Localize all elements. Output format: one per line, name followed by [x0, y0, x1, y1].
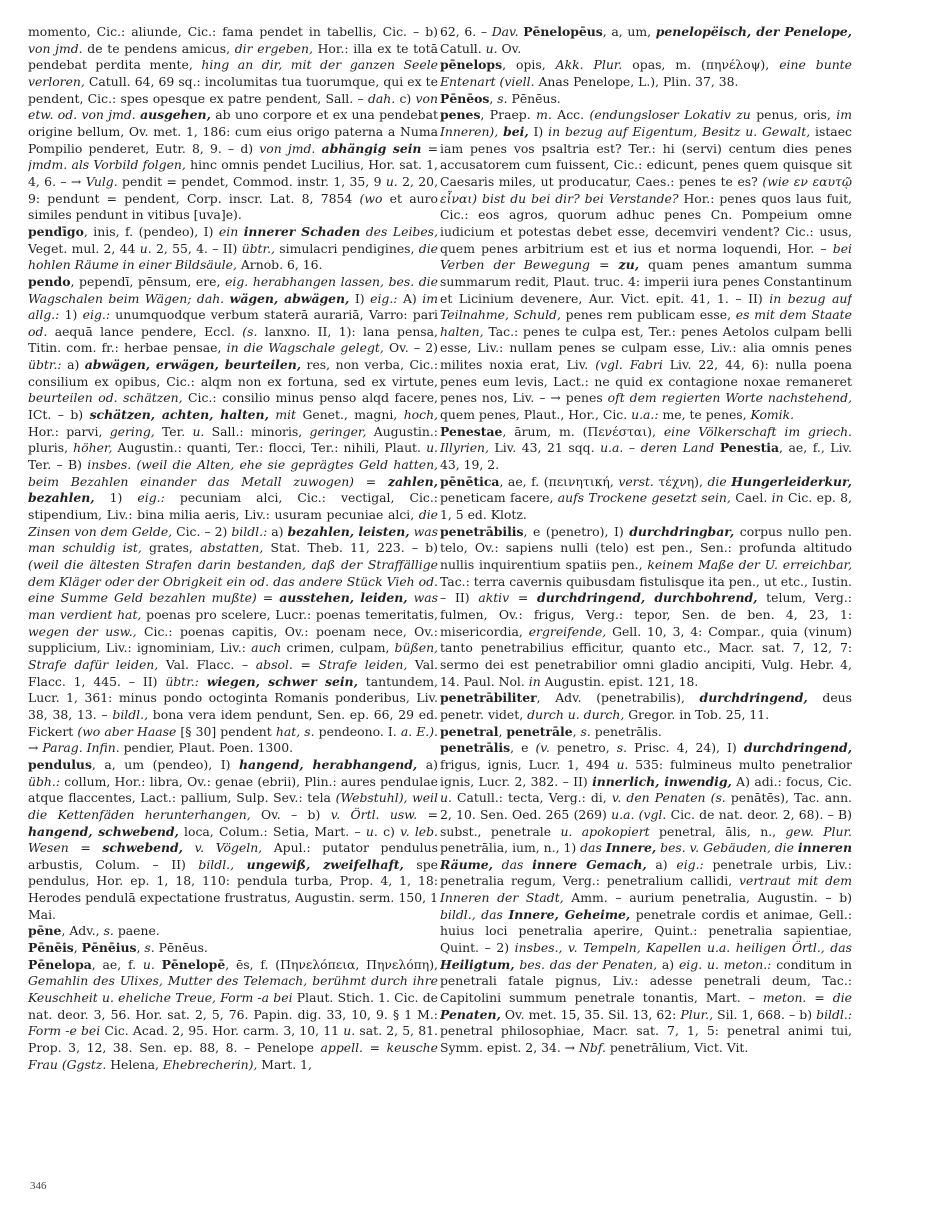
entry-pendeo-continuation: momento, Cic.: aliunde, Cic.: fama pendet in tabellis, Cic. – b) von jmd. de te pendens amicus, dir ergeben, Hor.: illa ex te totā pendebat perdita mente, hing an dir, mit der ganzen Seele verloren, Catull. 64, 69 sq.: incolumitas tua tuorumque, qui ex te pendent, Cic.: spes opesque ex patre pendent, Sall. – dah. c) von etw. od. von jmd. ausgehen, ab uno corpore et ex una pendebat origine bellum, Ov. met. 1, 186: cum eius origo paterna a Numa Pompilio penderet, Eutr. 8, 9. – d) von jmd. abhängig sein = jmdm. als Vorbild folgen, hinc omnis pendet Lucilius, Hor. sat. 1, 4, 6. – → Vulg. pendit = pendet, Commod. instr. 1, 35, 9 u. 2, 20, 9: pendunt = pendent, Corp. inscr. Lat. 8, 7854 (wo et auro similes pendunt in vitibus [uva]e). — [28, 24, 438, 223]
entry-penelopa: Pēnelopa, ae, f. u. Pēnelopē, ēs, f. (Πηνελόπεια, Πηνελόπη), Gemahlin des Ulixes, Mutter des Telemach, berühmt durch ihre Keuschheit u. eheliche Treue, Form -a bei Plaut. Stich. 1. Cic. de nat. deor. 3, 56. Hor. sat. 2, 5, 76. Papin. dig. 33, 10, 9. § 1 M.: Form -e bei Cic. Acad. 2, 95. Hor. carm. 3, 10, 11 u. sat. 2, 5, 81. Prop. 3, 12, 38. Sen. ep. 88, 8. – Penelope appell. = keusche Frau (Ggstz. Helena, Ehebrecherin), Mart. 1, — [28, 956, 438, 1072]
entry-pendo: pendo, pependī, pēnsum, ere, eig. herabhangen lassen, bes. die Wagschalen beim Wägen; dah. wägen, abwägen, I) eig.: A) im allg.: 1) eig.: unumquodque verbum staterā aurariā, Varro: pari od. aequā lance pendere, Eccl. (s. lanxno. II, 1): lana pensa, Titin. com. fr.: herbae pensae, in die Wagschale gelegt, Ov. – 2) übtr.: a) abwägen, erwägen, beurteilen, res, non verba, Cic.: consilium ex opibus, Cic.: alqm non ex fortuna, sed ex virtute, beurteilen od. schätzen, Cic.: consilio minus penso alqd facere, ICt. – b) schätzen, achten, halten, mit Genet., magni, hoch, Hor.: parvi, gering, Ter. u. Sall.: minoris, geringer, Augustin.: pluris, höher, Augustin.: quanti, Ter.: flocci, Ter.: nihili, Plaut. u. Ter. – B) insbes. (weil die Alten, ehe sie geprägtes Geld hatten, beim Bezahlen einander das Metall zuwogen) = zahlen, bezahlen, 1) eig.: pecuniam alci, Cic.: vectigal, Cic.: stipendium, Liv.: bina milia aeris, Liv.: usuram pecuniae alci, die Zinsen von dem Gelde, Cic. – 2) bildl.: a) bezahlen, leisten, was man schuldig ist, grates, abstatten, Stat. Theb. 11, 223. – b) (weil die ältesten Strafen darin bestanden, daß der Straffällige dem Kläger oder der Obrigkeit ein od. das andere Stück Vieh od. eine Summe Geld bezahlen mußte) = ausstehen, leiden, was man verdient hat, poenas pro scelere, Lucr.: poenas temeritatis, wegen der usw., Cic.: poenas capitis, Ov.: poenam nece, Ov.: supplicium, Liv.: ignominiam, Liv.: auch crimen, culpam, büßen, Strafe dafür leiden, Val. Flacc. – absol. = Strafe leiden, Val. Flacc. 1, 445. – II) übtr.: wiegen, schwer sein, tantundem, Lucr. 1, 361: minus pondo octoginta Romanis ponderibus, Liv. 38, 38, 13. – bildl., bona vera idem pendunt, Sen. ep. 66, 29 ed. Fickert (wo aber Haase [§ 30] pendent hat, s. pendeono. I. a. E.). → Parag. Infin. pendier, Plaut. Poen. 1300. — [28, 273, 438, 756]
entry-peneis: Pēnēis, Pēnēius, s. Pēnēus. — [28, 940, 208, 956]
entry-pene: pēne, Adv., s. paene. — [28, 923, 160, 939]
entry-penetica: pēnētica, ae, f. (πεινητική, verst. τέχνη), die Hungerleiderkur, peneticam facere, aufs Trockene gesetzt sein, Cael. in Cic. ep. 8, 1, 5 ed. Klotz. — [440, 473, 852, 523]
entry-penetralis: penetrālis, e (v. penetro, s. Prisc. 4, 24), I) durchdringend, frigus, ignis, Lucr. 1, 494 u. 535: fulmineus multo penetralior ignis, Lucr. 2, 382. – II) innerlich, inwendig, A) adi.: focus, Cic. u. Catull.: tecta, Verg.: di, v. den Penaten (s. penātēs), Tac. ann. 2, 10. Sen. Oed. 265 (269) u.a. (vgl. Cic. de nat. deor. 2, 68). – B) subst., penetrale u. apokopiert penetral, ālis, n., gew. Plur. penetrālia, ium, n., 1) das Innere, bes. v. Gebäuden, die inneren Räume, das innere Gemach, a) eig.: penetrale urbis, Liv.: penetralia regum, Verg.: penetralium callidi, vertraut mit dem Inneren der Stadt, Amm. – aurium penetralia, Augustin. – b) bildl., das Innere, Geheime, penetrale cordis et animae, Gell.: huius loci penetralia aperire, Quint.: penetralia sapientiae, Quint. – 2) insbes., v. Tempeln, Kapellen u.a. heiligen Örtl., das Heiligtum, bes. das der Penaten, a) eig. u. meton.: conditum in penetrali fatale pignus, Liv.: adesse penetrali deum, Tac.: Capitolini summum penetrale tonantis, Mart. – meton. = die Penaten, Ov. met. 15, 35. Sil. 13, 62: Plur., Sil. 1, 668. – b) bildl.: penetral philosophiae, Macr. sat. 7, 1, 5: penetral animi tui, Symm. epist. 2, 34. → Nbf. penetrālium, Vict. Vit. — [440, 740, 852, 1056]
left-column — [28, 24, 438, 1180]
entry-peneos: Pēnēos, s. Pēnēus. — [440, 90, 561, 106]
entry-penes: penes, Praep. m. Acc. (endungsloser Lokativ zu penus, oris, im Inneren), bei, I) in bezug auf Eigentum, Besitz u. Gewalt, istaec iam penes vos psaltria est? Ter.: hi (servi) centum dies penes accusatorem cum fuissent, Cic.: edicunt, penes quem quisque sit Caesaris miles, ut producatur, Caes.: penes te es? (wie εν εαυτῷ εἶναι) bist du bei dir? bei Verstande? Hor.: penes quos laus fuit, Cic.: eos agros, quorum adhuc penes Cn. Pompeium omne iudicium et potestas debet esse, decemviri vendent? Cic.: usus, quem penes arbitrium est et ius et norma loquendi, Hor. – bei Verben der Bewegung = zu, quam penes amantum summa summarum redit, Plaut. truc. 4: imperii iura penes Constantinum et Licinium devenere, Aur. Vict. epit. 41, 1. – II) in bezug auf Teilnahme, Schuld, penes rem publicam esse, es mit dem Staate halten, Tac.: penes te culpa est, Ter.: penes Aetolos culpam belli esse, Liv.: nullam penes se culpam esse, Liv.: alia omnis penes milites noxia erat, Liv. (vgl. Fabri Liv. 22, 44, 6): nulla poena penes eum levis, Lact.: ne quid ex contagione noxae remaneret penes nos, Liv. – → penes oft dem regierten Worte nachstehend, quem penes, Plaut., Hor., Cic. u.a.: me, te penes, Komik. — [440, 107, 852, 423]
entry-penelopa-continuation: 62, 6. – Dav. Pēnelopēus, a, um, penelopëisch, der Penelope, Catull. u. Ov. — [440, 24, 852, 56]
entry-penetral: penetral, penetrāle, s. penetrālis. — [440, 723, 662, 739]
entry-penetrabiliter: penetrābiliter, Adv. (penetrabilis), durchdringend, deus penetr. videt, durch u. durch, Gregor. in Tob. 25, 11. — [440, 690, 852, 722]
entry-penelops: pēnelops, opis, Akk. Plur. opas, m. (πηνέλοψ), eine bunte Entenart (viell. Anas Penelope, L.), Plin. 37, 38. — [440, 57, 852, 89]
entry-penestae: Penestae, ārum, m. (Πενέσται), eine Völkerschaft im griech. Illyrien, Liv. 43, 21 sqq. u.a. – deren Land Penestia, ae, f., Liv. 43, 19, 2. — [440, 423, 852, 473]
entry-pendulus: pendulus, a, um (pendeo), I) hangend, herabhangend, a) übh.: collum, Hor.: libra, Ov.: genae (ebrii), Plin.: aures pendulae atque flaccentes, Lact.: pallium, Sulp. Sev.: tela (Webstuhl), weil die Kettenfäden herunterhangen, Ov. – b) v. Örtl. usw. = hangend, schwebend, loca, Colum.: Setia, Mart. – u. c) v. leb. Wesen = schwebend, v. Vögeln, Apul.: putator pendulus arbustis, Colum. – II) bildl., ungewiß, zweifelhaft, spe pendulus, Hor. ep. 1, 18, 110: pendula turba, Prop. 4, 1, 18: Herodes pendulā expectatione frustratus, Augustin. serm. 150, 1 Mai. — [28, 756, 438, 922]
entry-penetrabilis: penetrābilis, e (penetro), I) durchdringbar, corpus nullo pen. telo, Ov.: sapiens nulli (telo) est pen., Sen.: profunda altitudo nullis inquirentium spatiis pen., keinem Maße der U. erreichbar, Tac.: terra cavernis quibusdam fistulisque ita pen., ut etc., Iustin. – II) aktiv = durchdringend, durchbohrend, telum, Verg.: fulmen, Ov.: frigus, Verg.: tepor, Sen. de ben. 4, 23, 1: misericordia, ergreifende, Gell. 10, 3, 4: Compar., quia (vinum) tanto penetrabilius efficitur, quanto etc., Macr. sat. 7, 12, 7: sermo dei est penetrabilior omni gladio ancipiti, Vulg. Hebr. 4, 14. Paul. Nol. in Augustin. epist. 121, 18. — [440, 523, 852, 689]
dictionary-page — [28, 24, 910, 1180]
page-number: 346 — [30, 1180, 47, 1192]
right-column — [440, 24, 852, 1180]
entry-pendigo: pendīgo, inis, f. (pendeo), I) ein innerer Schaden des Leibes, Veget. mul. 2, 44 u. 2, 55, 4. – II) übtr., simulacri pendigines, die hohlen Räume in einer Bildsäule, Arnob. 6, 16. — [28, 223, 438, 273]
